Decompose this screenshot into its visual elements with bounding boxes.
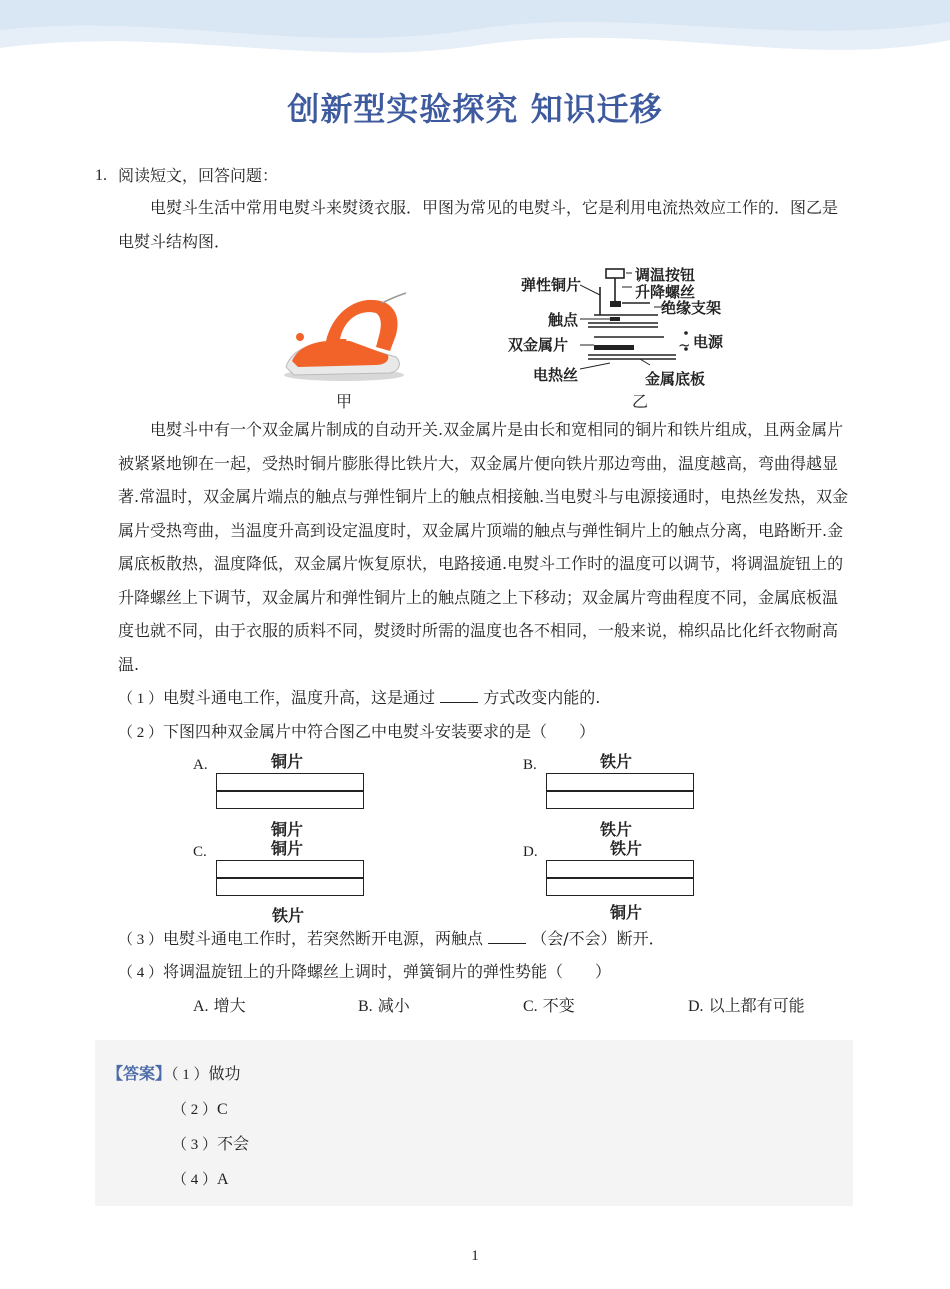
part-label-insulating-support: 绝缘支架: [661, 299, 722, 317]
tilde-symbol: ~: [678, 336, 691, 354]
answer-4-number: （ 4 ）: [172, 1172, 218, 1188]
answer-tag: 【答案】: [107, 1064, 172, 1083]
sub2-text: 下图四种双金属片中符合图乙中电熨斗安装要求的是（ ）: [163, 722, 596, 741]
sub4-number: （ 4 ）: [118, 965, 164, 981]
figure-yi-label: 乙: [632, 392, 649, 411]
part-label-metal-base: 金属底板: [645, 370, 706, 388]
question-prompt: 阅读短文，回答问题：: [118, 166, 279, 185]
option-b-bottom-strip: [546, 790, 694, 809]
choice-c-text: 不变: [542, 996, 575, 1015]
option-b-bottom-label: 铁片: [600, 820, 633, 839]
answer-3-number: （ 3 ）: [172, 1137, 218, 1153]
answer-3-text: 不会: [217, 1134, 250, 1153]
intro-paragraph: [118, 191, 853, 258]
part-label-contact: 触点: [548, 311, 579, 329]
choice-c[interactable]: [523, 996, 575, 1017]
sub1-number: （ 1 ）: [118, 691, 164, 707]
passage-paragraph: [118, 413, 853, 681]
option-d-letter: D.: [523, 844, 538, 860]
choice-d-letter: D.: [688, 998, 704, 1015]
option-a-bottom-label: 铜片: [271, 820, 304, 839]
intro-text: 电熨斗生活中常用电熨斗来熨烫衣服．甲图为常见的电熨斗，它是利用电流热效应工作的．图乙是电熨斗结构图．: [118, 198, 839, 251]
iron-photo: [278, 285, 410, 385]
header-wave-decoration: [0, 0, 950, 70]
option-a-bottom-strip: [216, 790, 364, 809]
option-d-top-label: 铁片: [610, 839, 643, 858]
choice-d-text: 以上都有可能: [708, 996, 805, 1015]
option-a-top-label: 铜片: [271, 752, 304, 771]
question-number: 1.: [95, 167, 107, 184]
answer-4-text: A: [217, 1171, 229, 1188]
option-b-top-label: 铁片: [600, 752, 633, 771]
part-label-lift-screw: 升降螺丝: [635, 283, 696, 301]
choice-b-letter: B.: [358, 998, 373, 1015]
option-c-bottom-strip: [216, 877, 364, 896]
answer-line-4: [172, 1169, 229, 1190]
option-b-letter: B.: [523, 757, 537, 773]
option-a-letter: A.: [193, 757, 208, 773]
option-c-bottom-label: 铁片: [272, 906, 305, 925]
sub3-number: （ 3 ）: [118, 932, 164, 948]
sub-question-3: [118, 929, 665, 950]
option-d-bottom-label: 铜片: [610, 903, 643, 922]
sub-question-4: [118, 962, 611, 983]
sub-question-1: [118, 688, 600, 709]
option-d-bottom-strip: [546, 877, 694, 896]
sub3-text-before: 电熨斗通电工作时，若突然断开电源，两触点: [163, 929, 484, 948]
sub2-number: （ 2 ）: [118, 725, 164, 741]
sub1-text-before: 电熨斗通电工作，温度升高，这是通过: [163, 688, 436, 707]
answer-line-2: [172, 1099, 228, 1120]
page-title: 创新型实验探究 知识迁移: [287, 90, 663, 128]
sub4-text: 将调温旋钮上的升降螺丝上调时，弹簧铜片的弹性势能（ ）: [163, 962, 612, 981]
page-number: 1: [471, 1248, 479, 1264]
answer-line-1: [107, 1064, 241, 1085]
figure-jia-label: 甲: [336, 392, 353, 411]
part-label-heating-wire: 电热丝: [533, 366, 579, 384]
answer-line-3: [172, 1134, 249, 1155]
answer-1-text: 做功: [208, 1064, 241, 1083]
answer-2-number: （ 2 ）: [172, 1102, 218, 1118]
choice-b-text: 减小: [377, 996, 410, 1015]
choice-d[interactable]: [688, 996, 805, 1017]
part-label-bimetal: 双金属片: [508, 336, 569, 354]
part-label-elastic-copper: 弹性铜片: [521, 276, 582, 294]
sub-question-2: [118, 722, 595, 743]
choice-b[interactable]: [358, 996, 410, 1017]
choice-a-letter: A.: [193, 998, 209, 1015]
answer-1-number: （ 1 ）: [171, 1067, 209, 1083]
sub1-blank[interactable]: [440, 688, 478, 703]
sub3-blank[interactable]: [488, 929, 526, 944]
sub1-text-after: 方式改变内能的.: [483, 688, 601, 707]
answer-2-text: C: [217, 1101, 228, 1118]
sub3-text-after: （会/不会）断开．: [531, 929, 665, 948]
passage-text: 电熨斗中有一个双金属片制成的自动开关.双金属片是由长和宽相同的铜片和铁片组成，且两金属片被紧紧地铆在一起，受热时铜片膨胀得比铁片大，双金属片便向铁片那边弯曲，温度越高，弯曲得越显著.常温时，双金属片端点的触点与弹性铜片上的触点相接触.当电熨斗与电源接通时，电热丝发热，双金属片受热弯曲，当温度升高到设定温度时，双金属片顶端的触点与弹性铜片上的触点分离，电路断开.金属底板散热，温度降低，双金属片恢复原状，电路接通.电熨斗工作时的温度可以调节，将调温旋钮上的升降螺丝上下调节，双金属片和弹性铜片上的触点随之上下移动；双金属片弯曲程度不同，金属底板温度也就不同，由于衣服的质料不同，熨烫时所需的温度也各不相同，一般来说，棉织品比化纤衣物耐高温.: [118, 420, 849, 674]
option-c-letter: C.: [193, 844, 207, 860]
choice-c-letter: C.: [523, 998, 538, 1015]
choice-a-text: 增大: [213, 996, 246, 1015]
choice-a[interactable]: [193, 996, 246, 1017]
part-label-temp-button: 调温按钮: [635, 266, 696, 284]
option-c-top-label: 铜片: [271, 839, 304, 858]
part-label-power: 电源: [693, 333, 724, 351]
